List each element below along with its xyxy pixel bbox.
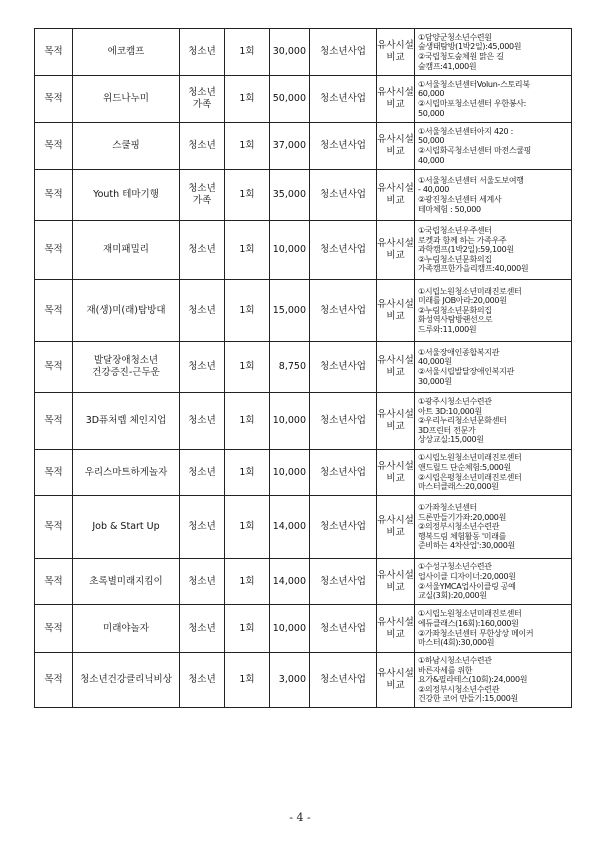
target-cell [180, 393, 225, 450]
comparison-note-line: ②의정부시청소년수련관 [418, 684, 500, 694]
target-text: 청소년 [188, 415, 216, 426]
comparison-note-line: ①서울청소년센터Volun-스토리북 [418, 79, 530, 89]
program-name-cell [73, 559, 180, 605]
comparison-note-line: 요가&필라테스(10회):24,000원 [418, 675, 528, 685]
comparison-note-line: ②의정부시청소년수련관 [418, 522, 500, 532]
purpose-cell [35, 496, 73, 559]
program-name-cell [73, 393, 180, 450]
comparison-note-line: 과학캠프(1박2일):59,100원 [418, 245, 514, 255]
purpose-cell [35, 76, 73, 123]
target-cell [180, 605, 225, 653]
count-cell [225, 221, 270, 280]
purpose-cell [35, 221, 73, 280]
compare-text: 비교 [386, 52, 405, 63]
category-text: 청소년사업 [320, 361, 366, 372]
count-cell [225, 342, 270, 393]
count-cell [225, 496, 270, 559]
comparison-note-line: ②국립청도숲체원 맑은 길 [418, 52, 504, 61]
count-text: 1회 [239, 622, 255, 634]
comparison-note-line: ①수성구청소년수련관 [418, 562, 492, 572]
amount-text: 15,000 [272, 304, 306, 316]
comparison-note-line: ①하남시청소년수련관 [418, 656, 492, 666]
compare-cell [377, 221, 415, 280]
program-name-text: 발달장애청소년 [93, 355, 159, 366]
purpose-text: 목적 [44, 244, 63, 255]
compare-text: 비교 [386, 628, 405, 640]
target-text: 청소년 [188, 244, 216, 255]
program-name-text: 위드나누미 [103, 93, 149, 104]
purpose-cell [35, 450, 73, 496]
table-row [35, 221, 572, 280]
target-text: 청소년 [188, 622, 216, 634]
compare-cell [377, 496, 415, 559]
compare-text: 비교 [386, 472, 405, 484]
amount-text: 10,000 [272, 244, 306, 255]
comparison-note-line: ①시립노원청소년미래진로센터 [418, 609, 522, 619]
count-text: 1회 [239, 46, 255, 57]
amount-text: 30,000 [272, 46, 306, 57]
comparison-note-line: 아트 3D:10,000원 [418, 406, 482, 416]
comparison-note-line: 앤드릴드 단순체험:5,000원 [418, 462, 511, 472]
table-row [35, 653, 572, 708]
count-cell [225, 170, 270, 221]
comparison-note-line: 건강한 코어 만들기:15,000원 [418, 694, 518, 704]
compare-cell [377, 605, 415, 653]
compare-text: 유사시설 [377, 87, 414, 98]
purpose-text: 목적 [44, 466, 63, 478]
category-cell [310, 605, 377, 653]
category-text: 청소년사업 [320, 140, 366, 151]
table-body [35, 29, 572, 708]
comparison-note-line: 50,000 [418, 136, 445, 146]
purpose-text: 목적 [44, 304, 63, 316]
target-text: 청소년 [188, 466, 216, 478]
purpose-cell [35, 559, 73, 605]
comparison-note-line: ②서울시립발달장애인복지관 [418, 367, 515, 376]
comparison-note-line: 60,000 [418, 89, 445, 99]
program-name-cell [73, 170, 180, 221]
compare-text: 유사시설 [377, 668, 414, 679]
program-name-text: Youth 테마기행 [93, 189, 159, 200]
amount-cell [270, 221, 310, 280]
category-text: 청소년사업 [320, 575, 366, 587]
compare-text: 비교 [386, 581, 405, 593]
target-cell [180, 450, 225, 496]
comparison-note-line: 교실(3회):20,000원 [418, 591, 487, 601]
purpose-cell [35, 280, 73, 342]
purpose-text: 목적 [44, 361, 63, 372]
category-cell [310, 170, 377, 221]
comparison-note-cell [415, 496, 572, 559]
target-cell [180, 342, 225, 393]
category-cell [310, 221, 377, 280]
comparison-note-line: ①서울청소년센터 서울도보여행 [418, 175, 524, 185]
compare-text: 유사시설 [377, 616, 414, 628]
count-cell [225, 29, 270, 76]
amount-cell [270, 653, 310, 708]
comparison-note-line: 3D프린터 전문가 [418, 425, 476, 435]
category-text: 청소년사업 [320, 415, 366, 426]
purpose-text: 목적 [44, 46, 63, 57]
count-text: 1회 [239, 521, 255, 532]
category-text: 청소년사업 [320, 93, 366, 104]
purpose-text: 목적 [44, 622, 63, 634]
compare-cell [377, 559, 415, 605]
category-text: 청소년사업 [320, 304, 366, 316]
count-cell [225, 280, 270, 342]
comparison-note-line: ①시립노원청소년미래진로센터 [418, 453, 522, 463]
comparison-note-line: ①가좌청소년센터 [418, 503, 477, 513]
compare-cell [377, 123, 415, 170]
count-text: 1회 [239, 189, 255, 200]
comparison-note-line: 가족캠프한가을리캠프:40,000원 [418, 264, 529, 274]
comparison-note-line: 40,000원 [418, 357, 452, 367]
amount-cell [270, 123, 310, 170]
count-text: 1회 [239, 244, 255, 255]
program-name-cell [73, 123, 180, 170]
category-text: 청소년사업 [320, 521, 366, 532]
table-row [35, 559, 572, 605]
table-row [35, 280, 572, 342]
amount-text: 14,000 [272, 575, 306, 587]
amount-text: 50,000 [272, 93, 306, 104]
category-cell [310, 393, 377, 450]
count-cell [225, 76, 270, 123]
comparison-note-line: 마스터(4회):30,000원 [418, 638, 495, 648]
page-number: - 4 - [289, 811, 311, 824]
count-cell [225, 123, 270, 170]
comparison-note-line: 테마체험 : 50,000 [418, 204, 481, 214]
comparison-note-line: 50,000 [418, 108, 445, 118]
compare-cell [377, 342, 415, 393]
target-cell [180, 496, 225, 559]
program-name-text: 스쿨핑 [112, 140, 140, 151]
table-row [35, 605, 572, 653]
comparison-note-line: 미래를 JOB아라:20,000원 [418, 296, 507, 306]
comparison-note-line: 화성역사탐방랜선으로 [418, 315, 493, 325]
compare-text: 비교 [386, 250, 405, 261]
category-text: 청소년사업 [320, 466, 366, 478]
category-cell [310, 280, 377, 342]
target-text: 청소년 [188, 140, 216, 151]
amount-text: 37,000 [272, 140, 306, 151]
comparison-note-cell [415, 170, 572, 221]
comparison-note-line: ②누림청소년문화의집 [418, 254, 492, 264]
program-name-text: 건강증진-근두운 [92, 367, 160, 378]
purpose-text: 목적 [44, 140, 63, 151]
amount-text: 14,000 [272, 521, 306, 532]
comparison-note-line: 드론만들기가좌:20,000원 [418, 512, 507, 522]
amount-cell [270, 76, 310, 123]
compare-cell [377, 450, 415, 496]
comparison-note-line: 40,000 [418, 155, 445, 165]
table-row [35, 170, 572, 221]
program-name-text: 재미패밀리 [103, 244, 149, 255]
table-row [35, 29, 572, 76]
program-name-text: 청소년건강클리닉비상 [80, 674, 172, 685]
program-name-cell [73, 496, 180, 559]
table-row [35, 76, 572, 123]
compare-text: 비교 [386, 680, 405, 691]
program-name-cell [73, 450, 180, 496]
comparison-note-cell [415, 29, 572, 76]
compare-text: 유사시설 [377, 409, 414, 420]
purpose-cell [35, 29, 73, 76]
compare-cell [377, 653, 415, 708]
target-cell [180, 76, 225, 123]
compare-cell [377, 29, 415, 76]
comparison-note-line: ②시립은평청소년미래진로센터 [418, 472, 522, 482]
program-name-text: 재(생)미(래)탐방대 [86, 304, 166, 316]
target-text: 청소년 [188, 304, 216, 316]
comparison-note-cell [415, 342, 572, 393]
comparison-note-cell [415, 393, 572, 450]
target-text: 청소년 [188, 183, 216, 194]
comparison-note-cell [415, 653, 572, 708]
category-cell [310, 76, 377, 123]
compare-text: 유사시설 [377, 569, 414, 581]
purpose-cell [35, 170, 73, 221]
table-row [35, 450, 572, 496]
target-text: 청소년 [188, 46, 216, 57]
amount-cell [270, 450, 310, 496]
count-text: 1회 [239, 140, 255, 151]
compare-text: 유사시설 [377, 515, 414, 526]
compare-cell [377, 393, 415, 450]
compare-text: 비교 [386, 310, 405, 322]
compare-text: 비교 [386, 527, 405, 538]
comparison-note-line: 숲캠프:41,000원 [418, 61, 477, 71]
category-text: 청소년사업 [320, 46, 366, 57]
comparison-note-line: ①담양군청소년수련원 [418, 32, 492, 42]
table-row [35, 393, 572, 450]
count-text: 1회 [239, 674, 255, 685]
comparison-note-cell [415, 76, 572, 123]
comparison-note-line: 로켓과 함께 하는 가족우주 [418, 235, 507, 245]
program-fee-table [34, 28, 572, 708]
program-name-text: 에코캠프 [107, 46, 145, 57]
program-name-cell [73, 605, 180, 653]
program-name-cell [73, 342, 180, 393]
program-name-cell [73, 280, 180, 342]
amount-cell [270, 605, 310, 653]
count-text: 1회 [239, 415, 255, 426]
comparison-note-line: 상상교실:15,000원 [418, 435, 484, 445]
target-text: 청소년 [188, 521, 216, 532]
target-cell [180, 29, 225, 76]
compare-cell [377, 170, 415, 221]
compare-cell [377, 280, 415, 342]
comparison-note-line: ①시립노원청소년미래진로센터 [418, 286, 522, 296]
target-cell [180, 280, 225, 342]
compare-text: 비교 [386, 146, 405, 157]
amount-cell [270, 29, 310, 76]
comparison-note-line: ②누림청소년문화의집 [418, 305, 492, 315]
comparison-note-cell [415, 280, 572, 342]
target-text: 청소년 [188, 87, 216, 98]
compare-text: 유사시설 [377, 298, 414, 310]
amount-text: 8,750 [278, 361, 306, 372]
purpose-text: 목적 [44, 93, 63, 104]
target-text: 청소년 [188, 674, 216, 685]
comparison-note-line: 드루와:11,000원 [418, 324, 477, 334]
category-text: 청소년사업 [320, 674, 366, 685]
target-text: 청소년 [188, 575, 216, 587]
target-text: 청소년 [188, 361, 216, 372]
comparison-note-line: 행복드림 체험활동 '미래를 [418, 531, 507, 541]
target-cell [180, 221, 225, 280]
purpose-cell [35, 123, 73, 170]
compare-text: 유사시설 [377, 40, 414, 51]
comparison-note-cell [415, 605, 572, 653]
compare-text: 유사시설 [377, 183, 414, 194]
category-cell [310, 342, 377, 393]
comparison-note-line: ①국립청소년우주센터 [418, 226, 492, 236]
category-text: 청소년사업 [320, 622, 366, 634]
amount-text: 35,000 [272, 189, 306, 200]
target-cell [180, 170, 225, 221]
table-row [35, 496, 572, 559]
category-cell [310, 496, 377, 559]
count-cell [225, 559, 270, 605]
amount-text: 10,000 [272, 622, 306, 634]
comparison-note-line: 에듀클래스(16회):160,000원 [418, 618, 519, 628]
count-cell [225, 450, 270, 496]
table-row [35, 123, 572, 170]
compare-text: 유사시설 [377, 134, 414, 145]
program-name-cell [73, 221, 180, 280]
purpose-text: 목적 [44, 521, 63, 532]
comparison-note-line: 업사이클 디자이너:20,000원 [418, 571, 516, 581]
count-text: 1회 [239, 361, 255, 372]
comparison-note-line: ②시립마포청소년센터 우한봉사: [418, 99, 527, 108]
compare-text: 비교 [386, 99, 405, 110]
amount-text: 3,000 [278, 674, 306, 685]
comparison-note-line: 바른자세를 위한 [418, 665, 473, 675]
target-text: 가족 [192, 99, 212, 110]
target-cell [180, 123, 225, 170]
purpose-text: 목적 [44, 575, 63, 587]
compare-text: 비교 [386, 195, 405, 206]
comparison-note-cell [415, 450, 572, 496]
compare-cell [377, 76, 415, 123]
compare-text: 유사시설 [377, 355, 414, 366]
count-text: 1회 [239, 466, 255, 478]
program-name-text: 미래야놀자 [103, 622, 149, 634]
amount-cell [270, 280, 310, 342]
program-name-text: 우리스마트하게놀자 [84, 466, 168, 478]
purpose-text: 목적 [44, 415, 63, 426]
comparison-note-line: 준비하는 4차산업':30,000원 [418, 541, 515, 551]
count-cell [225, 393, 270, 450]
comparison-note-cell [415, 221, 572, 280]
program-name-text: 초록별미래지킴이 [89, 575, 163, 587]
table-row [35, 342, 572, 393]
comparison-note-cell [415, 123, 572, 170]
comparison-note-line: ①서울장애인종합복지관 [418, 347, 500, 357]
amount-cell [270, 170, 310, 221]
category-text: 청소년사업 [320, 189, 366, 200]
amount-cell [270, 559, 310, 605]
category-cell [310, 559, 377, 605]
count-text: 1회 [239, 93, 255, 104]
program-name-cell [73, 653, 180, 708]
count-text: 1회 [239, 575, 255, 587]
purpose-text: 목적 [44, 189, 63, 200]
comparison-note-line: 마스터클래스:20,000원 [418, 482, 499, 492]
category-cell [310, 29, 377, 76]
comparison-note-line: - 40,000 [418, 185, 450, 195]
count-cell [225, 653, 270, 708]
program-name-text: Job & Start Up [92, 521, 160, 532]
purpose-cell [35, 342, 73, 393]
count-cell [225, 605, 270, 653]
count-text: 1회 [239, 304, 255, 316]
comparison-note-line: ①광주시청소년수련관 [418, 397, 492, 407]
program-name-cell [73, 29, 180, 76]
category-text: 청소년사업 [320, 244, 366, 255]
purpose-cell [35, 605, 73, 653]
compare-text: 유사시설 [377, 238, 414, 249]
comparison-note-line: ②우리누리청소년문화센터 [418, 416, 507, 426]
purpose-cell [35, 393, 73, 450]
target-text: 가족 [192, 195, 212, 206]
category-cell [310, 653, 377, 708]
comparison-note-line: ②광진청소년센터 세계사 [418, 195, 502, 204]
program-name-cell [73, 76, 180, 123]
target-cell [180, 653, 225, 708]
comparison-note-line: ②시립화곡청소년센터 마전스쿨핑 [418, 146, 532, 155]
compare-text: 비교 [386, 421, 405, 432]
target-cell [180, 559, 225, 605]
comparison-note-line: ①서울청소년센터아지 420 : [418, 126, 513, 136]
amount-cell [270, 342, 310, 393]
purpose-text: 목적 [44, 674, 63, 685]
amount-cell [270, 496, 310, 559]
category-cell [310, 450, 377, 496]
amount-text: 10,000 [272, 466, 306, 478]
amount-cell [270, 393, 310, 450]
compare-text: 유사시설 [377, 460, 414, 472]
comparison-note-line: ②서울YMCA업사이클링 공예 [418, 581, 516, 591]
purpose-cell [35, 653, 73, 708]
compare-text: 비교 [386, 367, 405, 378]
comparison-note-line: ②가좌청소년센터 무한상상 메이커 [418, 628, 534, 638]
program-name-text: 3D퓨처렙 체인지업 [85, 415, 167, 426]
category-cell [310, 123, 377, 170]
comparison-note-cell [415, 559, 572, 605]
amount-text: 10,000 [272, 415, 306, 426]
comparison-note-line: 30,000원 [418, 376, 452, 386]
comparison-note-line: 숲생태탐방(1박2일):45,000원 [418, 42, 522, 52]
